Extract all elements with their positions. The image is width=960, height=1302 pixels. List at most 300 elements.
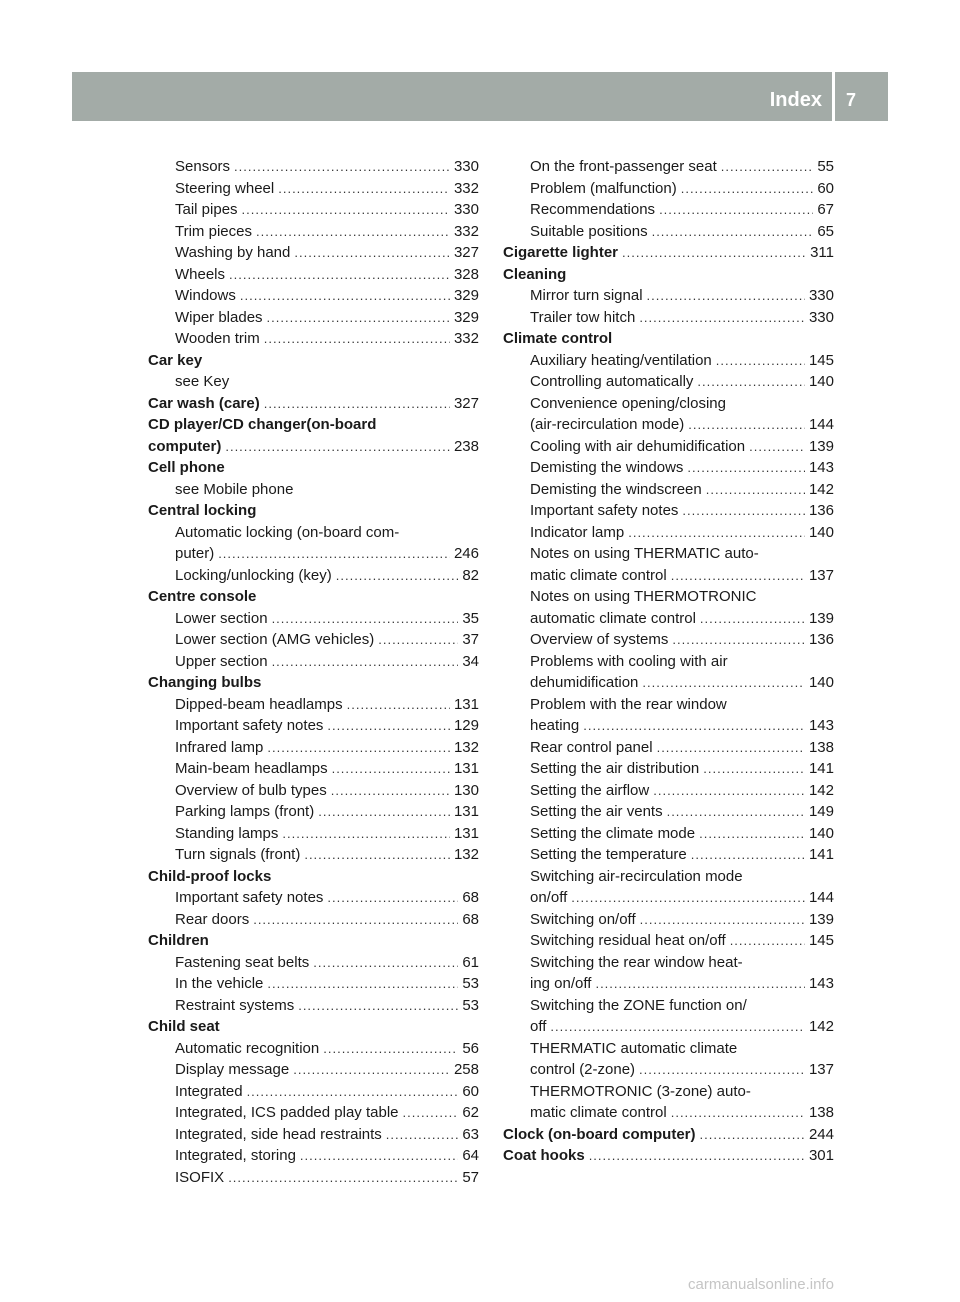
- index-entry[interactable]: [148, 1167, 479, 1189]
- dot-leader: [583, 715, 805, 737]
- index-heading: Cell phone: [148, 459, 225, 476]
- entry-label: Demisting the windscreen: [530, 480, 702, 498]
- entry-label: Turn signals (front): [175, 846, 301, 863]
- index-entry[interactable]: [503, 801, 834, 823]
- entry-page-number[interactable]: 136: [808, 502, 834, 519]
- dot-leader: [278, 178, 450, 200]
- entry-page-number[interactable]: 139: [808, 437, 834, 455]
- index-entry[interactable]: [503, 930, 834, 952]
- index-entry[interactable]: [503, 350, 834, 372]
- dot-leader: [706, 479, 805, 501]
- dot-leader: [228, 1167, 458, 1189]
- dot-leader: [550, 1016, 805, 1038]
- entry-label: on/off: [530, 889, 568, 906]
- index-heading-entry[interactable]: [148, 436, 479, 458]
- index-entry[interactable]: [503, 221, 834, 243]
- index-entry[interactable]: [148, 1145, 479, 1167]
- dot-leader: [318, 801, 450, 823]
- entry-label: Problem (malfunction): [530, 179, 677, 197]
- index-entry[interactable]: [503, 371, 834, 393]
- entry-page-number[interactable]: 332: [453, 222, 479, 240]
- entry-page-number[interactable]: 244: [808, 1125, 834, 1143]
- dot-leader: [671, 565, 805, 587]
- entry-label: computer): [148, 437, 222, 455]
- dot-leader: [647, 285, 805, 307]
- entry-label: Overview of systems: [530, 631, 669, 648]
- entry-label: Switching on/off: [530, 910, 636, 928]
- index-entry[interactable]: [148, 1038, 479, 1060]
- index-entry[interactable]: [148, 328, 479, 350]
- entry-page-number[interactable]: 140: [808, 674, 834, 691]
- entry-page-number[interactable]: 330: [808, 308, 834, 326]
- entry-label: Switching residual heat on/off: [530, 932, 726, 949]
- index-entry[interactable]: [503, 608, 834, 630]
- dot-leader: [688, 414, 805, 436]
- entry-page-number[interactable]: 131: [453, 803, 479, 820]
- entry-label: Upper section: [175, 652, 268, 670]
- index-entry[interactable]: [503, 479, 834, 501]
- dot-leader: [240, 285, 450, 307]
- index-entry[interactable]: [148, 909, 479, 931]
- index-entry[interactable]: [503, 565, 834, 587]
- entry-label: Recommendations: [530, 201, 656, 218]
- entry-label: Lower section (AMG vehicles): [175, 631, 375, 648]
- entry-page-number[interactable]: 137: [808, 566, 834, 584]
- index-entry[interactable]: [148, 715, 479, 737]
- index-entry-text: Switching the ZONE function on/: [530, 996, 747, 1014]
- entry-label: Cigarette lighter: [503, 244, 619, 261]
- entry-label: In the vehicle: [175, 975, 264, 992]
- entry-page-number[interactable]: 132: [453, 846, 479, 863]
- entry-label: Tail pipes: [175, 201, 238, 218]
- dot-leader: [300, 1145, 458, 1167]
- dot-leader: [304, 844, 450, 866]
- index-entry[interactable]: [148, 1124, 479, 1146]
- dot-leader: [332, 758, 450, 780]
- index-entry[interactable]: [503, 758, 834, 780]
- entry-page-number[interactable]: 129: [453, 717, 479, 734]
- index-entry[interactable]: [503, 1059, 834, 1081]
- entry-page-number[interactable]: 60: [462, 1082, 479, 1100]
- dot-leader: [700, 608, 805, 630]
- entry-page-number[interactable]: 140: [808, 824, 834, 842]
- entry-page-number[interactable]: 246: [453, 545, 479, 562]
- index-entry[interactable]: [503, 780, 834, 802]
- entry-label: Important safety notes: [530, 502, 679, 519]
- entry-page-number[interactable]: 145: [808, 932, 834, 949]
- dot-leader: [749, 436, 805, 458]
- index-entry-text: see Mobile phone: [175, 480, 294, 498]
- entry-page-number[interactable]: 142: [808, 1018, 834, 1035]
- dot-leader: [294, 242, 450, 264]
- index-entry-text: Problems with cooling with air: [530, 652, 728, 670]
- entry-page-number[interactable]: 301: [808, 1147, 834, 1164]
- index-entry[interactable]: [503, 522, 834, 544]
- entry-label: Mirror turn signal: [530, 287, 643, 304]
- dot-leader: [681, 178, 814, 200]
- entry-label: Demisting the windows: [530, 459, 684, 476]
- index-entry[interactable]: [148, 1081, 479, 1103]
- entry-label: Washing by hand: [175, 244, 291, 261]
- entry-label: Setting the temperature: [530, 846, 687, 863]
- entry-label: Integrated: [175, 1082, 243, 1100]
- index-entry[interactable]: [148, 737, 479, 759]
- dot-leader: [697, 371, 805, 393]
- dot-leader: [253, 909, 458, 931]
- entry-label: Important safety notes: [175, 717, 324, 734]
- entry-label: (air-recirculation mode): [530, 416, 685, 433]
- index-entry[interactable]: [503, 737, 834, 759]
- dot-leader: [699, 823, 805, 845]
- index-entry[interactable]: [148, 221, 479, 243]
- dot-leader: [256, 221, 450, 243]
- entry-page-number[interactable]: 332: [453, 179, 479, 197]
- index-heading: Child-proof locks: [148, 867, 272, 885]
- entry-label: Overview of bulb types: [175, 781, 327, 799]
- index-entry[interactable]: [148, 973, 479, 995]
- index-entry[interactable]: [148, 758, 479, 780]
- index-entry[interactable]: [148, 952, 479, 974]
- index-column-right: [503, 156, 834, 1167]
- index-entry-text: THERMOTRONIC (3-zone) auto-: [530, 1082, 751, 1100]
- index-entry[interactable]: [503, 285, 834, 307]
- dot-leader: [218, 543, 450, 565]
- entry-label: ing on/off: [530, 975, 592, 992]
- entry-label: Car wash (care): [148, 394, 260, 412]
- entry-page-number[interactable]: 140: [808, 373, 834, 390]
- dot-leader: [628, 522, 805, 544]
- dot-leader: [657, 737, 805, 759]
- dot-leader: [700, 1124, 805, 1146]
- entry-label: heating: [530, 717, 580, 734]
- index-entry[interactable]: [148, 565, 479, 587]
- dot-leader: [672, 629, 805, 651]
- entry-page-number[interactable]: 34: [462, 652, 479, 670]
- index-entry-text: THERMATIC automatic climate: [530, 1039, 738, 1057]
- index-entry-text: Notes on using THERMATIC auto-: [530, 545, 759, 562]
- dot-leader: [347, 694, 450, 716]
- entry-page-number[interactable]: 60: [817, 179, 834, 197]
- index-entry[interactable]: [148, 264, 479, 286]
- entry-label: Wooden trim: [175, 330, 260, 347]
- entry-page-number[interactable]: 145: [808, 351, 834, 369]
- index-entry[interactable]: [148, 995, 479, 1017]
- entry-page-number[interactable]: 311: [810, 244, 834, 261]
- entry-page-number[interactable]: 330: [453, 201, 479, 218]
- dot-leader: [716, 350, 805, 372]
- dot-leader: [622, 242, 806, 264]
- page-title: Index: [769, 89, 822, 111]
- entry-label: Standing lamps: [175, 824, 279, 842]
- entry-page-number[interactable]: 68: [462, 910, 479, 928]
- entry-label: Steering wheel: [175, 179, 275, 197]
- entry-label: Main-beam headlamps: [175, 760, 328, 777]
- entry-page-number[interactable]: 327: [453, 394, 479, 412]
- index-entry[interactable]: [503, 436, 834, 458]
- dot-leader: [682, 500, 805, 522]
- index-entry[interactable]: [503, 307, 834, 329]
- entry-page-number[interactable]: 141: [808, 760, 834, 777]
- entry-page-number[interactable]: 57: [462, 1168, 479, 1186]
- index-heading: Child seat: [148, 1018, 220, 1035]
- dot-leader: [331, 780, 450, 802]
- entry-page-number[interactable]: 144: [808, 889, 834, 906]
- index-entry[interactable]: [503, 844, 834, 866]
- dot-leader: [267, 307, 450, 329]
- dot-leader: [378, 629, 458, 651]
- entry-page-number[interactable]: 35: [462, 609, 479, 627]
- entry-page-number[interactable]: 330: [453, 158, 479, 175]
- dot-leader: [264, 328, 450, 350]
- dot-leader: [242, 199, 450, 221]
- dot-leader: [642, 672, 805, 694]
- index-heading-entry[interactable]: [503, 1145, 834, 1167]
- index-entry[interactable]: [503, 1016, 834, 1038]
- entry-label: Setting the air distribution: [530, 760, 700, 777]
- dot-leader: [659, 199, 813, 221]
- entry-label: Integrated, ICS padded play table: [175, 1104, 399, 1121]
- index-entry[interactable]: [503, 500, 834, 522]
- index-entry[interactable]: [503, 823, 834, 845]
- index-entry[interactable]: [148, 1102, 479, 1124]
- entry-page-number[interactable]: 329: [453, 308, 479, 326]
- entry-label: Trailer tow hitch: [530, 308, 636, 326]
- entry-label: off: [530, 1018, 547, 1035]
- entry-label: Lower section: [175, 609, 268, 627]
- dot-leader: [595, 973, 805, 995]
- entry-label: Sensors: [175, 158, 231, 175]
- dot-leader: [267, 737, 450, 759]
- dot-leader: [272, 608, 459, 630]
- entry-label: Parking lamps (front): [175, 803, 315, 820]
- index-entry[interactable]: [148, 801, 479, 823]
- dot-leader: [313, 952, 458, 974]
- entry-label: Infrared lamp: [175, 738, 264, 756]
- dot-leader: [264, 393, 450, 415]
- entry-page-number[interactable]: 140: [808, 523, 834, 541]
- entry-page-number[interactable]: 62: [462, 1104, 479, 1121]
- index-entry[interactable]: [503, 887, 834, 909]
- index-entry[interactable]: [503, 973, 834, 995]
- entry-label: Setting the climate mode: [530, 824, 696, 842]
- entry-page-number[interactable]: 68: [462, 889, 479, 906]
- entry-page-number[interactable]: 61: [462, 953, 479, 971]
- index-entry-text: Problem with the rear window: [530, 695, 727, 713]
- index-entry[interactable]: [148, 629, 479, 651]
- index-heading: Central locking: [148, 502, 257, 519]
- dot-leader: [336, 565, 459, 587]
- entry-page-number[interactable]: 142: [808, 480, 834, 498]
- entry-label: Windows: [175, 287, 236, 304]
- entry-page-number[interactable]: 136: [808, 631, 834, 648]
- entry-page-number[interactable]: 142: [808, 781, 834, 799]
- entry-page-number[interactable]: 258: [453, 1061, 479, 1078]
- entry-label: Automatic recognition: [175, 1039, 320, 1057]
- entry-page-number[interactable]: 138: [808, 738, 834, 756]
- index-entry[interactable]: [148, 651, 479, 673]
- dot-leader: [652, 221, 814, 243]
- index-entry[interactable]: [148, 608, 479, 630]
- entry-page-number[interactable]: 143: [808, 975, 834, 992]
- index-entry[interactable]: [148, 844, 479, 866]
- entry-page-number[interactable]: 82: [462, 566, 479, 584]
- index-entry[interactable]: [148, 887, 479, 909]
- index-entry[interactable]: [503, 672, 834, 694]
- dot-leader: [293, 1059, 450, 1081]
- dot-leader: [703, 758, 805, 780]
- index-entry[interactable]: [503, 156, 834, 178]
- dot-leader: [267, 973, 458, 995]
- entry-page-number[interactable]: 56: [462, 1039, 479, 1057]
- entry-page-number[interactable]: 53: [462, 996, 479, 1014]
- entry-label: Display message: [175, 1061, 290, 1078]
- index-entry[interactable]: [503, 909, 834, 931]
- index-heading: Centre console: [148, 588, 257, 605]
- entry-page-number[interactable]: 143: [808, 459, 834, 476]
- dot-leader: [386, 1124, 459, 1146]
- index-entry[interactable]: [148, 156, 479, 178]
- entry-label: Locking/unlocking (key): [175, 566, 332, 584]
- entry-page-number[interactable]: 144: [808, 416, 834, 433]
- index-entry[interactable]: [148, 543, 479, 565]
- entry-label: Suitable positions: [530, 222, 648, 240]
- entry-label: Auxiliary heating/ventilation: [530, 351, 712, 369]
- index-entry-text: Switching the rear window heat-: [530, 953, 743, 971]
- watermark: carmanualsonline.info: [688, 1276, 834, 1293]
- entry-page-number[interactable]: 328: [453, 265, 479, 283]
- index-entry-text: see Key: [175, 373, 230, 390]
- entry-label: Wheels: [175, 265, 226, 283]
- header-divider: [832, 72, 835, 121]
- entry-page-number[interactable]: 37: [462, 631, 479, 648]
- index-entry[interactable]: [503, 715, 834, 737]
- entry-label: Clock (on-board computer): [503, 1125, 696, 1143]
- entry-page-number[interactable]: 149: [808, 803, 834, 820]
- index-column-left: [148, 156, 479, 1188]
- entry-label: automatic climate control: [530, 609, 696, 627]
- index-entry[interactable]: [148, 307, 479, 329]
- dot-leader: [234, 156, 450, 178]
- index-entry[interactable]: [503, 457, 834, 479]
- entry-page-number[interactable]: 131: [453, 760, 479, 777]
- dot-leader: [687, 457, 805, 479]
- index-heading: Car key: [148, 351, 203, 369]
- entry-label: Integrated, storing: [175, 1147, 296, 1164]
- entry-label: matic climate control: [530, 566, 667, 584]
- entry-page-number[interactable]: 327: [453, 244, 479, 261]
- index-entry[interactable]: [148, 178, 479, 200]
- dot-leader: [323, 1038, 458, 1060]
- page-number: 7: [846, 90, 857, 110]
- entry-page-number[interactable]: 63: [462, 1125, 479, 1143]
- entry-page-number[interactable]: 139: [808, 910, 834, 928]
- entry-page-number[interactable]: 329: [453, 287, 479, 304]
- entry-page-number[interactable]: 65: [817, 222, 834, 240]
- index-entry[interactable]: [503, 629, 834, 651]
- index-heading-entry[interactable]: [148, 393, 479, 415]
- dot-leader: [327, 715, 450, 737]
- index-entry-text: Switching air-recirculation mode: [530, 867, 743, 885]
- entry-label: ISOFIX: [175, 1168, 225, 1186]
- index-heading: Cleaning: [503, 265, 567, 283]
- dot-leader: [667, 801, 805, 823]
- index-entry[interactable]: [148, 823, 479, 845]
- entry-page-number[interactable]: 64: [462, 1147, 479, 1164]
- index-entry[interactable]: [503, 1102, 834, 1124]
- entry-label: control (2-zone): [530, 1061, 636, 1078]
- dot-leader: [640, 909, 805, 931]
- dot-leader: [639, 1059, 805, 1081]
- dot-leader: [247, 1081, 459, 1103]
- entry-label: Rear control panel: [530, 738, 653, 756]
- entry-label: Dipped-beam headlamps: [175, 695, 343, 713]
- entry-page-number[interactable]: 132: [453, 738, 479, 756]
- entry-label: Setting the airflow: [530, 781, 650, 799]
- entry-page-number[interactable]: 67: [817, 201, 834, 218]
- index-heading: CD player/CD changer(on-board: [148, 416, 377, 433]
- entry-label: Setting the air vents: [530, 803, 663, 820]
- dot-leader: [229, 264, 450, 286]
- index-heading: Children: [148, 932, 209, 949]
- entry-page-number[interactable]: 130: [453, 781, 479, 799]
- dot-leader: [639, 307, 805, 329]
- entry-page-number[interactable]: 238: [453, 437, 479, 455]
- entry-label: Rear doors: [175, 910, 250, 928]
- index-entry[interactable]: [148, 242, 479, 264]
- entry-page-number[interactable]: 131: [453, 695, 479, 713]
- index-heading-entry[interactable]: [503, 1124, 834, 1146]
- entry-page-number[interactable]: 53: [462, 975, 479, 992]
- dot-leader: [403, 1102, 459, 1124]
- dot-leader: [571, 887, 805, 909]
- dot-leader: [653, 780, 805, 802]
- entry-page-number[interactable]: 138: [808, 1104, 834, 1121]
- entry-page-number[interactable]: 131: [453, 824, 479, 842]
- index-entry[interactable]: [503, 414, 834, 436]
- index-entry[interactable]: [503, 178, 834, 200]
- index-entry-text: Convenience opening/closing: [530, 394, 726, 412]
- index-entry[interactable]: [148, 780, 479, 802]
- dot-leader: [225, 436, 450, 458]
- entry-page-number[interactable]: 143: [808, 717, 834, 734]
- dot-leader: [327, 887, 458, 909]
- entry-page-number[interactable]: 330: [808, 287, 834, 304]
- entry-label: Restraint systems: [175, 996, 295, 1014]
- entry-label: Wiper blades: [175, 308, 263, 326]
- index-heading-entry[interactable]: [503, 242, 834, 264]
- index-entry-text: Notes on using THERMOTRONIC: [530, 588, 757, 605]
- index-entry[interactable]: [148, 285, 479, 307]
- index-entry[interactable]: [503, 199, 834, 221]
- dot-leader: [721, 156, 814, 178]
- entry-page-number[interactable]: 55: [817, 158, 834, 175]
- entry-page-number[interactable]: 139: [808, 609, 834, 627]
- index-entry[interactable]: [148, 694, 479, 716]
- index-entry[interactable]: [148, 1059, 479, 1081]
- index-heading: Climate control: [503, 330, 613, 347]
- dot-leader: [298, 995, 458, 1017]
- dot-leader: [691, 844, 805, 866]
- entry-label: Fastening seat belts: [175, 953, 310, 971]
- entry-label: Integrated, side head restraints: [175, 1125, 382, 1143]
- entry-label: On the front-passenger seat: [530, 158, 717, 175]
- dot-leader: [671, 1102, 805, 1124]
- index-entry[interactable]: [148, 199, 479, 221]
- entry-page-number[interactable]: 332: [453, 330, 479, 347]
- entry-page-number[interactable]: 141: [808, 846, 834, 863]
- entry-label: Important safety notes: [175, 889, 324, 906]
- entry-page-number[interactable]: 137: [808, 1061, 834, 1078]
